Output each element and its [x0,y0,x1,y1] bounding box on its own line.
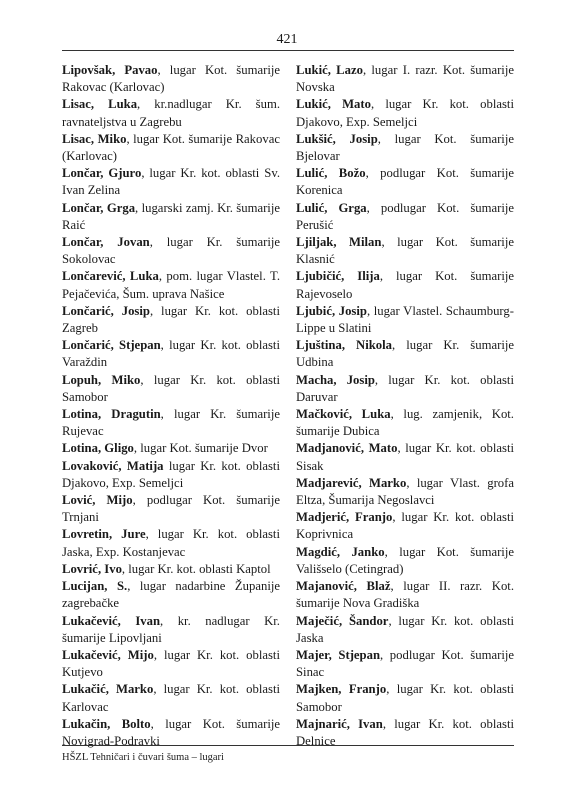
entry-name: Mačković, Luka [296,407,391,422]
entry-name: Lucijan, S. [62,579,128,594]
entry-description: , lugar Kot. šumarije Dvor [133,441,268,456]
directory-entry [62,268,280,302]
entry-description: , lugar Kot. šumarije Rakovac (Karlovac) [62,131,280,164]
page-number: 421 [276,32,298,47]
directory-entry [296,509,514,543]
directory-entry [62,200,280,234]
entry-name: Ljiljak, Milan [296,235,382,250]
entry-description: , lugar Kr. kot. oblasti Zagreb [62,303,280,336]
entry-name: Lulić, Grga [296,200,367,215]
directory-entry [62,492,280,526]
entry-description: , lugar nadarbine Županije zagrebačke [62,579,280,611]
directory-entry [296,406,514,440]
entry-description: , lugar Kr. kot. oblasti Varaždin [62,338,280,370]
entry-name: Lukić, Mato [296,97,371,112]
entry-description: , lugar Kot. šumarije Vališselo (Cetingrad) [296,544,514,576]
entry-name: Madjarević, Marko [296,475,407,490]
directory-entry [296,62,514,96]
footer-rule [62,745,514,746]
entry-description: , lugar Kot. šumarije Rakovac (Karlovac) [62,63,280,95]
entry-name: Lovretin, Jure [62,527,146,542]
entry-description: , kr.nadlugar Kr. šum. ravnateljstva u Zagrebu [62,97,280,129]
entry-name: Lukić, Lazo [296,63,363,77]
directory-entry [296,681,514,715]
entry-name: Majnarić, Ivan [296,716,383,731]
entry-name: Maječić, Šandor [296,613,389,628]
directory-entry [62,681,280,715]
entry-name: Lovrić, Ivo [62,561,122,576]
entry-name: Magdić, Janko [296,544,385,559]
entry-description: , lugarski zamj. Kr. šumarije Raić [62,200,280,232]
entry-description: , lug. zamjenik, Kot. šumarije Dubica [296,407,514,439]
directory-entry [62,647,280,681]
entry-name: Lović, Mijo [62,493,133,508]
directory-entry [62,578,280,612]
footer-text: HŠZL Tehničari i čuvari šuma – lugari [62,752,224,763]
left-column [62,62,280,750]
directory-entry [296,96,514,130]
directory-entry [296,200,514,234]
entry-description: , lugar Kr. kot. oblasti Kutjevo [62,647,280,680]
directory-entry [296,268,514,302]
directory-entry [62,372,280,406]
entry-description: lugar Kr. kot. oblasti Djakovo, Exp. Semeljci [62,458,280,490]
entry-name: Lisac, Miko [62,131,127,146]
directory-entry [62,406,280,440]
directory-entry [62,613,280,647]
entry-description: , lugar Kr. kot. oblasti Kaptol [121,561,271,576]
directory-entry [296,440,514,474]
directory-entry [296,613,514,647]
entry-description: , lugar Kr. šumarije Sokolovac [62,235,280,267]
entry-description: , podlugar Kot. šumarije Trnjani [62,493,280,525]
entry-description: , pom. lugar Vlastel. T. Pejačevića, Šum. uprava Našice [62,269,280,301]
directory-entry [296,303,514,337]
entry-name: Ljubić, Josip [296,303,367,318]
header-rule [62,50,514,51]
entry-description: , lugar Kot. šumarije Bjelovar [296,131,514,164]
entry-description: , lugar Kr. kot. oblasti Koprivnica [296,510,514,542]
entry-description: , lugar Kr. kot. oblasti Sv. Ivan Zelina [62,166,281,198]
entry-description: , podlugar Kot. šumarije Sinac [296,647,514,680]
entry-description: , lugar Vlast. grofa Eltza, Šumarija Negoslavci [296,475,515,508]
entry-name: Lončar, Gjuro [62,166,142,181]
directory-entry [296,372,514,406]
entry-name: Macha, Josip [296,372,375,387]
entry-description: , lugar I. razr. Kot. šumarije Novska [296,63,514,95]
directory-entry [62,526,280,560]
entry-name: Majer, Stjepan [296,647,381,662]
entry-name: Ljuština, Nikola [296,338,393,353]
entry-name: Lotina, Dragutin [62,407,161,422]
directory-entry [296,475,514,509]
directory-entry [296,234,514,268]
entry-description: , lugar Kr. kot. oblasti Djakovo, Exp. Semeljci [296,97,514,129]
entry-name: Lulić, Božo [296,166,366,181]
directory-entry [296,337,514,371]
entry-name: Lopuh, Miko [62,372,141,387]
directory-entry [296,544,514,578]
entry-description: , lugar Kr. kot. oblasti Karlovac [62,682,280,714]
entry-description: , lugar Kr. šumarije Rujevac [62,407,280,439]
directory-entry [62,303,280,337]
entry-name: Majanović, Blaž [296,579,391,594]
directory-entry [62,62,280,96]
entry-name: Lončar, Jovan [62,235,150,250]
entry-name: Lukačević, Ivan [62,613,161,628]
entry-name: Lipovšak, Pavao [62,63,158,77]
directory-entry [62,165,280,199]
entry-description: , lugar Kr. kot. oblasti Samobor [62,372,280,404]
entry-name: Majken, Franjo [296,682,387,697]
entry-description: , podlugar Kot. šumarije Perušić [296,200,515,232]
entry-name: Lukačin, Bolto [62,716,151,731]
directory-entry [296,131,514,165]
entry-description: , lugar Kr. kot. oblasti Samobor [296,682,514,714]
entry-name: Lončarević, Luka [62,269,159,284]
entry-description: , lugar Kr. kot. oblasti Sisak [296,441,514,473]
entry-description: , lugar Kot. šumarije Novigrad-Podravki [62,716,280,748]
entry-name: Ljubičić, Ilija [296,269,380,284]
entry-description: , lugar Kr. kot. oblasti Delnice [296,716,514,748]
entry-description: , lugar Kr. šumarije Udbina [296,338,514,370]
entry-name: Lotina, Gligo [62,441,134,456]
entry-name: Lisac, Luka [62,97,138,112]
directory-entry [62,96,280,130]
entry-name: Lukačević, Mijo [62,647,154,662]
directory-entry [62,561,280,578]
entry-description: , kr. nadlugar Kr. šumarije Lipovljani [62,613,280,645]
directory-entry [296,578,514,612]
entry-description: , lugar Kot. šumarije Rajevoselo [296,269,515,301]
entry-name: Lukšić, Josip [296,131,378,146]
directory-entry [62,440,280,457]
entry-description: , lugar Kot. šumarije Klasnić [296,235,514,267]
entry-name: Lovaković, Matija [62,458,164,473]
entry-name: Madjanović, Mato [296,441,398,456]
directory-entry [62,337,280,371]
entry-description: , lugar Vlastel. Schaumburg-Lippe u Slatini [296,303,514,336]
right-column [296,62,514,750]
directory-entry [62,458,280,492]
entry-name: Lončarić, Josip [62,303,150,318]
directory-entry [296,165,514,199]
entry-name: Madjerić, Franjo [296,510,393,525]
entry-description: , lugar Kr. kot. oblasti Jaska, Exp. Kostanjevac [62,527,280,559]
entry-description: , lugar Kr. kot. oblasti Daruvar [296,372,514,404]
entry-description: , lugar II. razr. Kot. šumarije Nova Gradiška [296,579,514,611]
entry-name: Lukačić, Marko [62,682,154,697]
directory-entry [62,131,280,165]
entry-name: Lončar, Grga [62,200,136,215]
directory-entry [62,234,280,268]
directory-entry [296,647,514,681]
entry-name: Lončarić, Stjepan [62,338,161,353]
entry-description: , podlugar Kot. šumarije Korenica [296,166,514,198]
entry-description: , lugar Kr. kot. oblasti Jaska [296,613,514,645]
